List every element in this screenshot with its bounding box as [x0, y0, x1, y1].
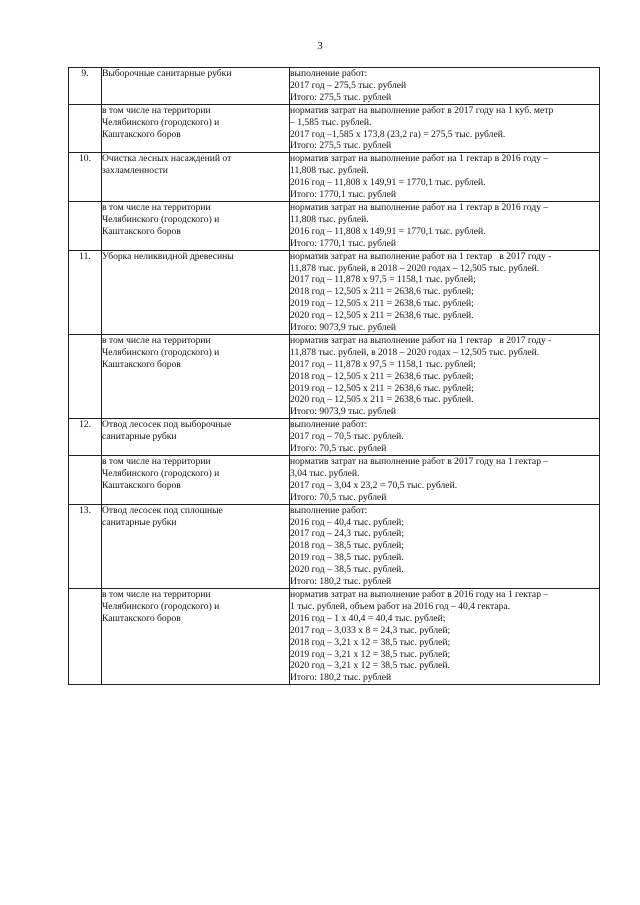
cost-description-line: Итого: 70,5 тыс. рублей [290, 443, 387, 455]
table-body [69, 68, 600, 685]
cost-description-line: Итого: 1770,1 тыс. рублей [290, 189, 396, 201]
cost-description-cell [290, 456, 600, 505]
cost-description-cell [290, 250, 600, 334]
row-number [69, 201, 102, 250]
cost-description-line: 2017 год – 70,5 тыс. рублей. [290, 431, 404, 443]
cost-description-line: Итого: 1770,1 тыс. рублей [290, 237, 396, 249]
work-name-line: Каштакского боров [102, 479, 181, 491]
work-name-line: санитарные рубки [102, 431, 177, 443]
cost-description-cell [290, 153, 600, 202]
cost-description-line: 2017 год – 11,878 х 97,5 = 1158,1 тыс. рублей; [290, 274, 476, 286]
work-name-line: в том числе на территории [102, 334, 211, 346]
work-name-cell [102, 334, 290, 418]
cost-description-line: 2017 год – 24,3 тыс. рублей; [290, 528, 404, 540]
cost-description-line: 2016 год – 11,808 х 149,91 = 1770,1 тыс. рублей. [290, 177, 486, 189]
row-number [69, 104, 102, 153]
work-name-line: Уборка неликвидной древесины [102, 250, 234, 262]
cost-description-line: 2017 год – 3,033 х 8 = 24,3 тыс. рублей; [290, 624, 451, 636]
cost-description-cell [290, 588, 600, 684]
cost-description-line: 2020 год – 3,21 х 12 = 38,5 тыс. рублей. [290, 660, 450, 672]
work-name-line: Челябинского (городского) и [102, 116, 220, 128]
row-number: 9. [69, 68, 102, 105]
cost-description-line: 2017 год – 275,5 тыс. рублей [290, 79, 407, 91]
work-name-cell [102, 250, 290, 334]
cost-description-line: Итого: 9073,9 тыс. рублей [290, 322, 396, 334]
cost-description-line: 2020 год – 38,5 тыс. рублей. [290, 564, 404, 576]
cost-description-line: Итого: 275,5 тыс. рублей [290, 140, 392, 152]
work-name-line: Каштакского боров [102, 358, 181, 370]
cost-description-line: 2018 год – 12,505 х 211 = 2638,6 тыс. рублей; [290, 370, 474, 382]
cost-description-line: 2017 год – 3,04 х 23,2 = 70,5 тыс. рублей. [290, 479, 458, 491]
cost-description-line: 1 тыс. рублей, объем работ на 2016 год – 40,4 гектара. [290, 600, 511, 612]
cost-description-cell [290, 419, 600, 456]
cost-description-line: норматив затрат на выполнение работ на 1 гектар в 2017 году - [290, 334, 552, 346]
table-row [69, 419, 600, 456]
cost-description-line: норматив затрат на выполнение работ на 1 гектар в 2017 году - [290, 250, 552, 262]
cost-description-line: норматив затрат на выполнение работ в 2017 году на 1 куб. метр [290, 104, 554, 116]
cost-description-line: 11,808 тыс. рублей. [290, 213, 369, 225]
row-number: 12. [69, 419, 102, 456]
cost-description-line: выполнение работ: [290, 419, 368, 431]
work-name-cell [102, 504, 290, 588]
cost-description-line: 2019 год – 3,21 х 12 = 38,5 тыс. рублей; [290, 648, 451, 660]
cost-description-line: 2018 год – 38,5 тыс. рублей; [290, 540, 404, 552]
work-name-line: Каштакского боров [102, 612, 181, 624]
row-number: 13. [69, 504, 102, 588]
work-name-line: Отвод лесосек под выборочные [102, 419, 232, 431]
cost-description-line: Итого: 9073,9 тыс. рублей [290, 406, 396, 418]
cost-description-line: выполнение работ: [290, 68, 368, 79]
cost-description-line: Итого: 275,5 тыс. рублей [290, 91, 392, 103]
cost-description-line: 2016 год – 1 х 40,4 = 40,4 тыс. рублей; [290, 612, 446, 624]
cost-description-line: выполнение работ: [290, 504, 368, 516]
cost-description-line: 3,04 тыс. рублей. [290, 467, 360, 479]
cost-description-line: Итого: 70,5 тыс. рублей [290, 491, 387, 503]
work-name-line: в том числе на территории [102, 588, 211, 600]
cost-description-cell [290, 334, 600, 418]
work-name-line: Челябинского (городского) и [102, 346, 220, 358]
cost-description-line: 2019 год – 12,505 х 211 = 2638,6 тыс. рублей; [290, 382, 474, 394]
table-row [69, 104, 600, 153]
cost-description-line: 11,878 тыс. рублей, в 2018 – 2020 годах – 12,505 тыс. рублей. [290, 262, 540, 274]
cost-description-line: норматив затрат на выполнение работ в 2017 году на 1 гектар – [290, 456, 549, 467]
cost-description-line: 2017 год –1,585 х 173,8 (23,2 га) = 275,5 тыс. рублей. [290, 128, 506, 140]
work-name-line: Каштакского боров [102, 128, 181, 140]
work-name-line: в том числе на территории [102, 456, 211, 467]
cost-description-cell [290, 68, 600, 105]
table-row [69, 456, 600, 505]
cost-description-line: 2020 год – 12,505 х 211 = 2638,6 тыс. рублей. [290, 310, 474, 322]
cost-description-line: норматив затрат на выполнение работ на 1 гектар в 2016 году – [290, 201, 549, 213]
cost-description-line: 2020 год – 12,505 х 211 = 2638,6 тыс. рублей. [290, 394, 474, 406]
cost-description-line: 11,878 тыс. рублей, в 2018 – 2020 годах – 12,505 тыс. рублей. [290, 346, 540, 358]
cost-description-line: – 1,585 тыс. рублей. [290, 116, 372, 128]
work-name-cell [102, 201, 290, 250]
cost-description-line: 2019 год – 12,505 х 211 = 2638,6 тыс. рублей; [290, 298, 474, 310]
cost-description-cell [290, 504, 600, 588]
work-name-line: в том числе на территории [102, 201, 211, 213]
work-name-line: в том числе на территории [102, 104, 211, 116]
cost-description-line: 2016 год – 11,808 х 149,91 = 1770,1 тыс. рублей. [290, 225, 486, 237]
work-name-cell [102, 456, 290, 505]
row-number [69, 334, 102, 418]
work-name-line: Отвод лесосек под сплошные [102, 504, 223, 516]
page-number: 3 [317, 40, 323, 52]
work-name-line: санитарные рубки [102, 516, 177, 528]
table-row [69, 201, 600, 250]
work-name-line: Челябинского (городского) и [102, 467, 220, 479]
work-name-line: Челябинского (городского) и [102, 213, 220, 225]
cost-table [68, 67, 600, 685]
work-name-cell [102, 588, 290, 684]
cost-description-line: Итого: 180,2 тыс. рублей [290, 672, 392, 684]
work-name-line: Выборочные санитарные рубки [102, 68, 232, 79]
table-row [69, 68, 600, 105]
row-number: 10. [69, 153, 102, 202]
cost-description-line: 2016 год – 40,4 тыс. рублей; [290, 516, 404, 528]
table-row [69, 153, 600, 202]
cost-description-line: 2019 год – 38,5 тыс. рублей. [290, 552, 404, 564]
row-number [69, 588, 102, 684]
work-name-line: Челябинского (городского) и [102, 600, 220, 612]
row-number [69, 456, 102, 505]
cost-description-line: 11,808 тыс. рублей. [290, 165, 369, 177]
work-name-cell [102, 419, 290, 456]
cost-description-line: 2017 год – 11,878 х 97,5 = 1158,1 тыс. рублей; [290, 358, 476, 370]
work-name-line: захламленности [102, 165, 168, 177]
cost-description-cell [290, 104, 600, 153]
table-row [69, 250, 600, 334]
work-name-cell [102, 104, 290, 153]
cost-description-line: Итого: 180,2 тыс. рублей [290, 576, 392, 588]
cost-description-line: 2018 год – 12,505 х 211 = 2638,6 тыс. рублей; [290, 286, 474, 298]
cost-description-line: норматив затрат на выполнение работ в 2016 году на 1 гектар – [290, 588, 549, 600]
cost-description-line: 2018 год – 3,21 х 12 = 38,5 тыс. рублей; [290, 636, 451, 648]
cost-description-line: норматив затрат на выполнение работ на 1 гектар в 2016 году – [290, 153, 549, 165]
table-row [69, 334, 600, 418]
work-name-cell [102, 68, 290, 105]
work-name-line: Каштакского боров [102, 225, 181, 237]
table-row [69, 588, 600, 684]
work-name-line: Очистка лесных насаждений от [102, 153, 232, 165]
cost-description-cell [290, 201, 600, 250]
row-number: 11. [69, 250, 102, 334]
work-name-cell [102, 153, 290, 202]
table-row [69, 504, 600, 588]
